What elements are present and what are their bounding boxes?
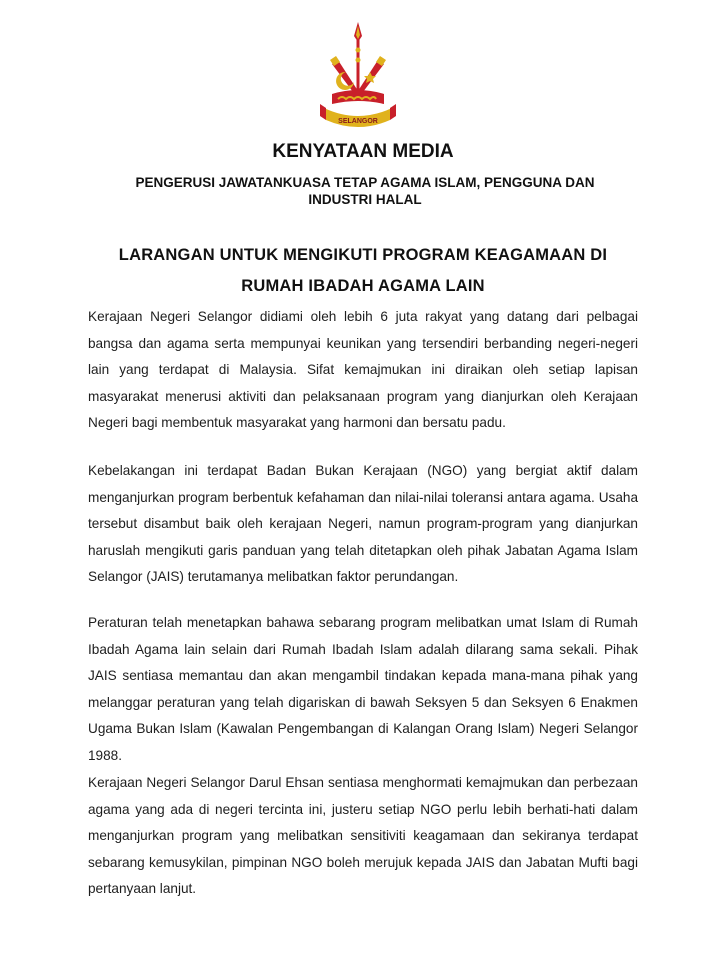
selangor-crest-icon	[318, 20, 398, 132]
body-paragraph-3: Peraturan telah menetapkan bahawa sebarang program melibatkan umat Islam di Rumah Ibadah Agama lain selain dari Rumah Ibadah Islam adalah dilarang sama sekali. Pihak JAIS sentiasa memantau dan akan mengambil tindakan kepada mana-mana pihak yang melanggar peraturan yang telah digariskan di bawah Seksyen 5 dan Seksyen 6 Enakmen Ugama Bukan Islam (Kawalan Pengembangan di Kalangan Orang Islam) Negeri Selangor 1988.	[88, 615, 638, 763]
body-paragraph-2: Kebelakangan ini terdapat Badan Bukan Kerajaan (NGO) yang bergiat aktif dalam menganjurkan program berbentuk kefahaman dan nilai-nilai toleransi antara agama. Usaha tersebut disambut baik oleh kerajaan Negeri, namun program-program yang dianjurkan haruslah mengikuti garis panduan yang telah ditetapkan oleh pihak Jabatan Agama Islam Selangor (JAIS) terutamanya melibatkan faktor perundangan.	[88, 463, 638, 585]
page-title: KENYATAAN MEDIA	[272, 141, 454, 162]
page-subtitle: PENGERUSI JAWATANKUASA TETAP AGAMA ISLAM, PENGGUNA DAN INDUSTRI HALAL	[135, 175, 595, 207]
body-paragraph-4: Kerajaan Negeri Selangor Darul Ehsan sentiasa menghormati kemajmukan dan perbezaan agama yang ada di negeri tercinta ini, justeru setiap NGO perlu lebih berhati-hati dalam menganjurkan program yang melibatkan sensitiviti keagamaan dan sekiranya terdapat sebarang kemusykilan, pimpinan NGO boleh merujuk kepada JAIS dan Jabatan Mufti bagi pertanyaan lanjut.	[88, 775, 638, 897]
statement-headline: LARANGAN UNTUK MENGIKUTI PROGRAM KEAGAMAAN DI RUMAH IBADAH AGAMA LAIN	[118, 246, 608, 295]
crest-ribbon-text: SELANGOR	[338, 118, 378, 125]
body-paragraph-1: Kerajaan Negeri Selangor didiami oleh lebih 6 juta rakyat yang datang dari pelbagai bangsa dan agama serta mempunyai keunikan yang tersendiri berbanding negeri-negeri lain yang terdapat di Malaysia. Sifat kemajmukan ini diraikan oleh setiap lapisan masyarakat menerusi aktiviti dan pelaksanaan program yang dianjurkan oleh Kerajaan Negeri bagi membentuk masyarakat yang harmoni dan bersatu padu.	[88, 309, 638, 431]
